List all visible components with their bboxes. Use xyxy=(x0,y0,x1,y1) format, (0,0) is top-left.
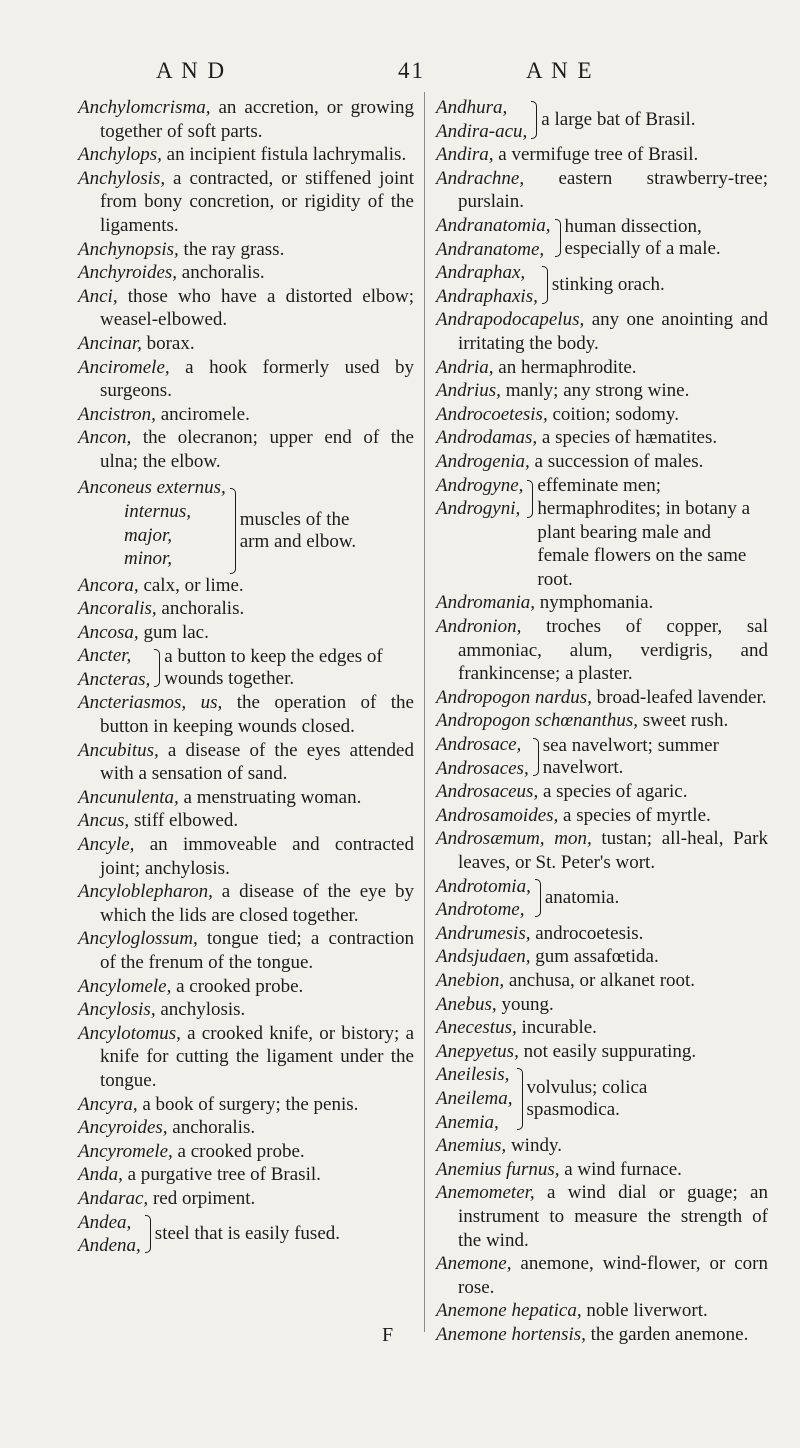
definition: anciromele. xyxy=(155,403,250,425)
headword: Androsæmum, xyxy=(436,828,545,850)
dictionary-entry xyxy=(78,1187,414,1211)
brace xyxy=(145,1215,151,1253)
definition: steel that is easily fused. xyxy=(154,1223,341,1245)
definition: anchusa, or alkanet root. xyxy=(504,969,696,991)
entry-androgyne xyxy=(436,474,768,592)
dictionary-entry xyxy=(78,96,414,143)
headword: Ancon, xyxy=(78,427,132,449)
header-right: A N E xyxy=(526,58,594,83)
dictionary-entry xyxy=(78,621,414,645)
headword: Ancoralis, xyxy=(78,598,157,620)
definition: anatomia. xyxy=(544,887,620,909)
headword: Andsjudaen, xyxy=(436,946,531,968)
headword: Anchyroides, xyxy=(78,262,178,284)
headword: Anepyetus, xyxy=(436,1040,519,1062)
brace xyxy=(154,649,160,687)
dictionary-entry xyxy=(78,739,414,786)
headword: Ancyle, xyxy=(78,834,135,856)
dictionary-entry xyxy=(78,998,414,1022)
headword-suffix: us, xyxy=(186,692,223,714)
definition: sweet rush. xyxy=(637,710,729,732)
headword: Andranatome, xyxy=(436,238,545,260)
definition: a crooked knife, or bistory; a knife for cutting the ligament under the tongue. xyxy=(100,1022,414,1091)
headword: Andranatomia, xyxy=(436,214,551,236)
dictionary-entry xyxy=(436,615,768,686)
definition: an immoveable and contracted joint; anchylosis. xyxy=(100,834,414,879)
dictionary-entry xyxy=(436,780,768,804)
headword-suffix: mon, xyxy=(544,828,592,850)
dictionary-entry xyxy=(78,574,414,598)
headword: Anciromele, xyxy=(78,356,170,378)
definition: a hook formerly used by surgeons. xyxy=(100,356,414,402)
dictionary-entry xyxy=(78,238,414,262)
definition: noble liverwort. xyxy=(581,1300,708,1322)
headword: Andira-acu, xyxy=(436,120,528,142)
headword: Anemone, xyxy=(436,1253,512,1275)
dictionary-entry xyxy=(436,922,768,946)
dictionary-entry xyxy=(78,927,414,974)
dictionary-entry xyxy=(78,833,414,880)
headword: Ancter, xyxy=(78,645,132,667)
headword: Androsaceus, xyxy=(436,781,539,803)
dictionary-entry xyxy=(436,450,768,474)
dictionary-entry xyxy=(436,379,768,403)
definition: anchoralis. xyxy=(167,1117,256,1139)
headword: Anebus, xyxy=(436,993,497,1015)
entry-andranatomia xyxy=(436,214,768,261)
headword: Anemone hepatica, xyxy=(436,1300,582,1322)
headword: Andropogon schœnanthus, xyxy=(436,710,638,732)
headword: Androtome, xyxy=(436,899,525,921)
headword: Ancylomele, xyxy=(78,975,172,997)
dictionary-entry xyxy=(436,426,768,450)
definition: incurable. xyxy=(516,1017,597,1039)
brace xyxy=(527,480,533,518)
dictionary-entry xyxy=(78,880,414,927)
headword: Androsace, xyxy=(436,734,522,756)
definition: a species of agaric. xyxy=(538,781,688,803)
definition: a contracted, or stiffened joint from bony concretion, or rigidity of the ligaments. xyxy=(100,167,414,236)
headword: Andronion, xyxy=(436,616,522,638)
headword: Andhura, xyxy=(436,97,508,118)
definition: stiff elbowed. xyxy=(129,810,239,832)
definition: the olecranon; upper end of the ulna; the elbow. xyxy=(100,427,414,472)
dictionary-entry xyxy=(436,167,768,214)
dictionary-entry xyxy=(78,167,414,238)
brace xyxy=(517,1068,523,1130)
definition: stinking orach. xyxy=(551,273,665,295)
definition: androcoetesis. xyxy=(530,922,644,944)
dictionary-entry xyxy=(78,403,414,427)
brace xyxy=(533,738,539,776)
running-header xyxy=(0,58,800,88)
definition: volvulus; colica spasmodica. xyxy=(526,1076,648,1120)
definition: the ray grass. xyxy=(178,238,285,260)
definition: anemone, wind-flower, or corn rose. xyxy=(458,1253,768,1298)
entry-ancter xyxy=(78,644,414,691)
dictionary-entry xyxy=(78,597,414,621)
headword: Ancosa, xyxy=(78,621,139,643)
definition: a wind furnace. xyxy=(559,1158,682,1180)
headword: Anchylosis, xyxy=(78,167,166,189)
page-number: 41 xyxy=(398,58,425,83)
definition: the garden anemone. xyxy=(585,1323,749,1345)
definition: a disease of the eye by which the lids are closed together. xyxy=(100,881,414,926)
dictionary-entry xyxy=(436,709,768,733)
dictionary-entry xyxy=(436,1016,768,1040)
headword: Andea, xyxy=(78,1211,132,1233)
definition: a vermifuge tree of Brasil. xyxy=(493,144,699,166)
definition: any one anointing and irritating the body. xyxy=(458,309,768,354)
definition: human dissection, especially of a male. xyxy=(564,215,721,259)
headword: internus, xyxy=(124,500,192,522)
headword: Andraphaxis, xyxy=(436,285,538,307)
definition: a species of hæmatites. xyxy=(537,427,718,449)
dictionary-entry xyxy=(436,1323,768,1347)
headword: Androsaces, xyxy=(436,757,529,779)
dictionary-entry xyxy=(436,1134,768,1158)
dictionary-entry xyxy=(78,285,414,332)
headword: Andromania, xyxy=(436,592,536,614)
definition: windy. xyxy=(506,1135,562,1157)
definition: a book of surgery; the penis. xyxy=(137,1093,359,1115)
definition: a crooked probe. xyxy=(172,1140,305,1162)
dictionary-entry xyxy=(436,356,768,380)
headword: Androsamoides, xyxy=(436,804,559,826)
headword: Anecestus, xyxy=(436,1017,517,1039)
dictionary-entry xyxy=(436,591,768,615)
headword: Androtomia, xyxy=(436,875,531,897)
headword: minor, xyxy=(124,548,173,570)
headword: Anemia, xyxy=(436,1111,499,1133)
definition: a purgative tree of Brasil. xyxy=(122,1164,321,1186)
headword: Ancyroides, xyxy=(78,1117,168,1139)
definition: troches of copper, sal ammoniac, alum, verdigris, and frankincense; a plaster. xyxy=(458,616,768,685)
headword: Androgenia, xyxy=(436,450,530,472)
headword: Anemometer, xyxy=(436,1182,535,1204)
headword: Ancyra, xyxy=(78,1093,138,1115)
headword: Ancistron, xyxy=(78,403,156,425)
definition: an hermaphrodite. xyxy=(493,356,637,378)
left-column xyxy=(78,96,414,1258)
headword: Andria, xyxy=(436,356,494,378)
headword: Ancus, xyxy=(78,810,130,832)
dictionary-entry xyxy=(78,143,414,167)
headword: Andraphax, xyxy=(436,262,526,284)
brace xyxy=(535,879,541,917)
entry-anconeus xyxy=(78,474,414,574)
header-left: A N D xyxy=(156,58,227,83)
headword: Andarac, xyxy=(78,1187,149,1209)
definition: sea navelwort; summer navelwort. xyxy=(542,734,719,778)
headword: Aneilesis, xyxy=(436,1064,510,1086)
headword: Androgyne, xyxy=(436,474,524,496)
entry-androsace xyxy=(436,733,768,780)
headword: Andira, xyxy=(436,144,494,166)
entry-andea xyxy=(78,1211,414,1258)
definition: muscles of the arm and elbow. xyxy=(239,508,357,552)
definition: coition; sodomy. xyxy=(547,403,679,425)
headword: Anemius furnus, xyxy=(436,1158,560,1180)
column-divider xyxy=(424,92,425,1332)
headword: Ancylosis, xyxy=(78,999,156,1021)
dictionary-entry xyxy=(78,261,414,285)
dictionary-entry xyxy=(78,691,414,738)
headword: Ancteriasmos, xyxy=(78,692,187,714)
headword: Anda, xyxy=(78,1164,123,1186)
dictionary-entry xyxy=(78,356,414,403)
headword: Andrapodocapelus, xyxy=(436,309,585,331)
definition: manly; any strong wine. xyxy=(500,380,690,402)
dictionary-entry xyxy=(78,1022,414,1093)
definition: tongue tied; a contraction of the frenum of the tongue. xyxy=(100,928,414,973)
dictionary-entry xyxy=(436,308,768,355)
definition: a disease of the eyes attended with a sensation of sand. xyxy=(100,739,414,785)
headword: Androdamas, xyxy=(436,427,538,449)
entry-aneilesis xyxy=(436,1063,768,1134)
headword: Andrumesis, xyxy=(436,922,531,944)
definition: nymphomania. xyxy=(535,592,654,614)
headword: Aneilema, xyxy=(436,1087,513,1109)
dictionary-entry xyxy=(78,786,414,810)
definition: an incipient fistula lachrymalis. xyxy=(161,144,407,166)
dictionary-entry xyxy=(436,1158,768,1182)
headword: Anemius, xyxy=(436,1135,507,1157)
headword: Ancora, xyxy=(78,574,139,596)
headword: Ancyromele, xyxy=(78,1140,173,1162)
headword: Ancinar, xyxy=(78,332,142,354)
headword: Andena, xyxy=(78,1235,141,1257)
definition: a menstruating woman. xyxy=(178,786,362,808)
headword: Andrius, xyxy=(436,380,501,402)
right-column xyxy=(436,96,768,1346)
dictionary-entry xyxy=(78,1163,414,1187)
definition: a succession of males. xyxy=(529,450,704,472)
entry-androtomia xyxy=(436,875,768,922)
headword: Ancubitus, xyxy=(78,739,159,761)
headword: Andropogon nardus, xyxy=(436,686,592,708)
headword: Anchylops, xyxy=(78,144,162,166)
definition: a button to keep the edges of wounds together. xyxy=(164,645,383,689)
headword: Ancylotomus, xyxy=(78,1022,181,1044)
definition: anchoralis. xyxy=(177,262,265,284)
headword: Anemone hortensis, xyxy=(436,1323,586,1345)
definition: a crooked probe. xyxy=(171,975,304,997)
dictionary-entry xyxy=(78,1116,414,1140)
definition: young. xyxy=(496,993,554,1015)
definition: effeminate men; hermaphrodites; in botany a plant bearing male and female flowers on the same root. xyxy=(537,474,751,590)
headword: Androgyni, xyxy=(436,498,521,520)
headword: Androcoetesis, xyxy=(436,403,548,425)
definition: broad-leafed lavender. xyxy=(591,686,767,708)
headword: Anconeus externus, xyxy=(78,477,226,499)
dictionary-entry xyxy=(436,969,768,993)
definition: gum assafœtida. xyxy=(530,946,659,968)
catchword: F xyxy=(382,1324,394,1346)
dictionary-entry xyxy=(436,1181,768,1252)
dictionary-entry xyxy=(436,993,768,1017)
dictionary-entry xyxy=(78,975,414,999)
definition: calx, or lime. xyxy=(138,574,244,596)
dictionary-entry xyxy=(436,686,768,710)
dictionary-entry xyxy=(78,1140,414,1164)
brace xyxy=(531,101,537,139)
dictionary-entry xyxy=(436,1252,768,1299)
dictionary-entry xyxy=(436,1040,768,1064)
headword: Anebion, xyxy=(436,969,505,991)
definition: borax. xyxy=(141,332,195,354)
definition: anchoralis. xyxy=(156,598,245,620)
headword: Ancyloglossum, xyxy=(78,928,198,950)
definition: a large bat of Brasil. xyxy=(541,108,696,130)
headword: Ancunulenta, xyxy=(78,786,179,808)
definition: not easily suppurating. xyxy=(518,1040,697,1062)
dictionary-entry xyxy=(78,332,414,356)
definition: eastern strawberry-tree; purslain. xyxy=(458,167,768,213)
headword: Andrachne, xyxy=(436,167,525,189)
brace xyxy=(542,266,548,304)
dictionary-entry xyxy=(436,403,768,427)
brace xyxy=(555,219,561,257)
definition: gum lac. xyxy=(138,621,209,643)
entry-andraphax xyxy=(436,261,768,308)
dictionary-entry xyxy=(436,827,768,874)
dictionary-entry xyxy=(436,143,768,167)
definition: tustan; all-heal, Park leaves, or St. Peter's wort. xyxy=(458,828,768,873)
entry-andhura xyxy=(436,96,768,143)
definition: red orpiment. xyxy=(148,1187,256,1209)
definition: a wind dial or guage; an instrument to measure the strength of the wind. xyxy=(458,1182,768,1251)
headword: major, xyxy=(124,524,173,546)
definition: an accretion, or growing together of soft parts. xyxy=(100,97,414,142)
headword: Anci, xyxy=(78,285,118,307)
headword: Ancteras, xyxy=(78,668,151,690)
dictionary-entry xyxy=(436,804,768,828)
definition: a species of myrtle. xyxy=(558,804,711,826)
definition: those who have a distorted elbow; weasel-elbowed. xyxy=(100,285,414,331)
headword: Ancyloblepharon, xyxy=(78,881,213,903)
dictionary-entry xyxy=(78,1093,414,1117)
definition: anchylosis. xyxy=(155,999,246,1021)
dictionary-entry xyxy=(78,809,414,833)
headword: Anchylomcrisma, xyxy=(78,97,211,118)
brace xyxy=(230,488,236,574)
definition: the operation of the button in keeping wounds closed. xyxy=(100,692,414,738)
dictionary-entry xyxy=(436,1299,768,1323)
dictionary-entry xyxy=(436,945,768,969)
headword: Anchynopsis, xyxy=(78,238,179,260)
dictionary-entry xyxy=(78,426,414,473)
